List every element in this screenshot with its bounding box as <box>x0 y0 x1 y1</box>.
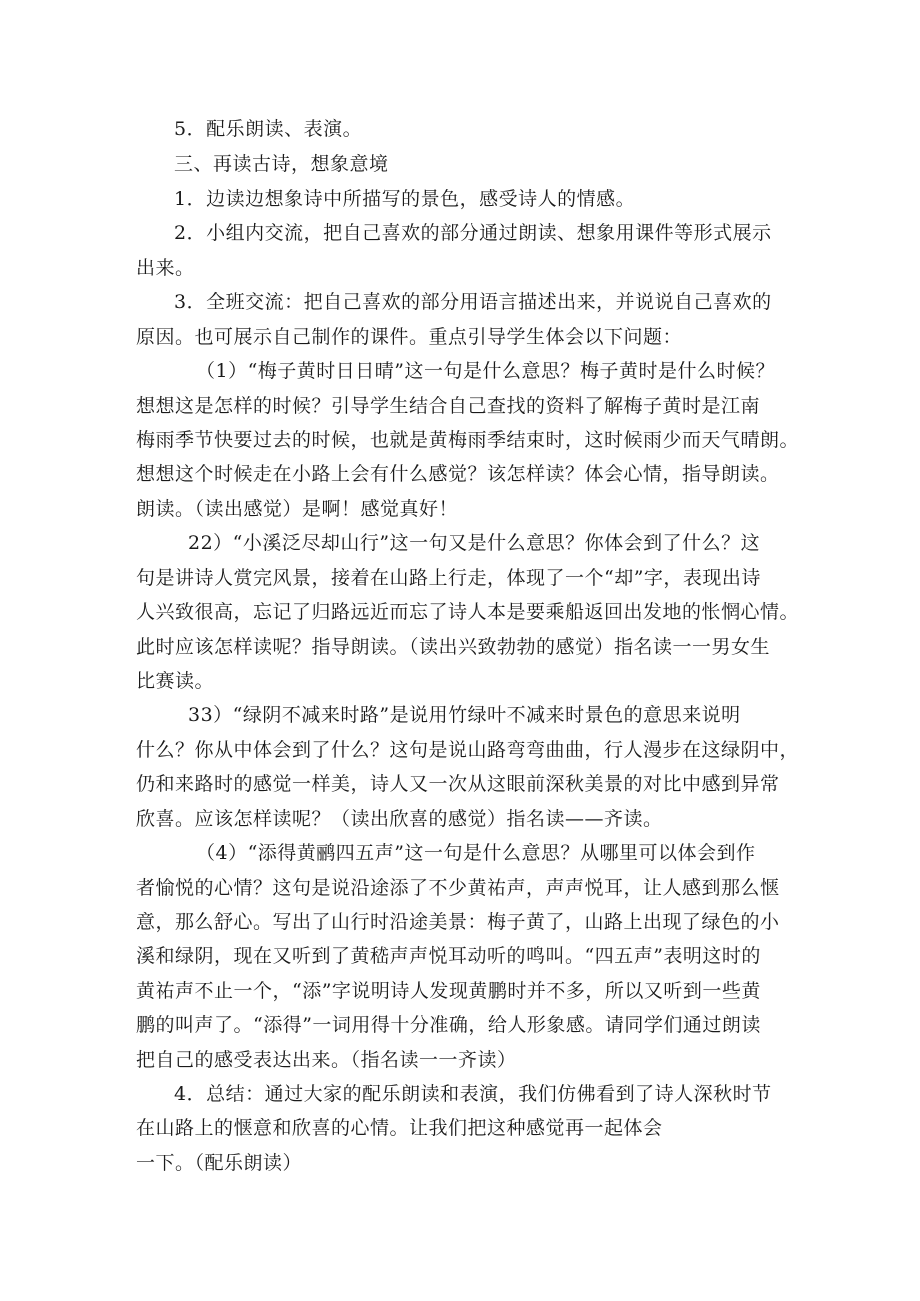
text-line: 想想这是怎样的时候？引导学生结合自己查找的资料了解梅子黄时是江南 <box>136 395 761 417</box>
text-line: 原因。也可展示自己制作的课件。重点引导学生体会以下问题： <box>136 326 683 348</box>
text-line: 22）“小溪泛尽却山行”这一句又是什么意思？你体会到了什么？这 <box>188 532 761 554</box>
text-line: 33）“绿阴不减来时路”是说用竹绿叶不减来时景色的意思来说明 <box>188 704 741 726</box>
text-line: 此时应该怎样读呢？指导朗读。（读出兴致勃勃的感觉）指名读一一男女生 <box>136 636 771 658</box>
text-line: 梅雨季节快要过去的时候，也就是黄梅雨季结束时，这时候雨少而天气晴朗。 <box>136 429 800 451</box>
text-line: 黄祐声不止一个，“添”字说明诗人发现黄鹏时并不多，所以又听到一些黄 <box>136 980 761 1002</box>
text-line: 想想这个时候走在小路上会有什么感觉？该怎样读？体会心情，指导朗读。 <box>136 463 780 485</box>
text-line: 仍和来路时的感觉一样美，诗人又一次从这眼前深秋美景的对比中感到异常 <box>136 773 780 795</box>
text-line: 比赛读。 <box>136 670 215 692</box>
text-line: 3．全班交流：把自己喜欢的部分用语言描述出来，并说说自己喜欢的 <box>174 291 772 313</box>
text-line: 1．边读边想象诗中所描写的景色，感受诗人的情感。 <box>174 188 636 210</box>
text-line: 者愉悦的心情？这句是说沿途添了不少黄祐声，声声悦耳，让人感到那么惬 <box>136 877 780 899</box>
text-line: 鹏的叫声了。“添得”一词用得十分准确，给人形象感。请同学们通过朗读 <box>136 1014 761 1036</box>
text-line: 意，那么舒心。写出了山行时沿途美景：梅子黄了，山路上出现了绿色的小 <box>136 911 780 933</box>
text-line: 人兴致很高，忘记了归路远近而忘了诗人本是要乘船返回出发地的怅惘心情。 <box>136 601 800 623</box>
text-line: 把自己的感受表达出来。（指名读一一齐读） <box>136 1049 517 1071</box>
text-line: 句是讲诗人赏完风景，接着在山路上行走，体现了一个“却”字，表现出诗 <box>136 567 761 589</box>
text-line: （4）“添得黄鹂四五声”这一句是什么意思？从哪里可以体会到作 <box>196 842 756 864</box>
section-heading: 三、再读古诗，想象意境 <box>174 153 389 175</box>
text-line: 5．配乐朗读、表演。 <box>174 118 363 140</box>
text-line: 4．总结：通过大家的配乐朗读和表演，我们仿佛看到了诗人深秋时节 <box>174 1083 772 1105</box>
text-line: 溪和绿阴，现在又听到了黄嵇声声悦耳动听的鸣叫。“四五声”表明这时的 <box>136 945 761 967</box>
text-line: 朗读。（读出感觉）是啊！感觉真好！ <box>136 498 459 520</box>
text-line: 2．小组内交流，把自己喜欢的部分通过朗读、想象用课件等形式展示 <box>174 222 772 244</box>
text-line: 出来。 <box>136 257 195 279</box>
text-line: 什么？你从中体会到了什么？这句是说山路弯弯曲曲，行人漫步在这绿阴中， <box>136 739 800 761</box>
text-line: （1）“梅子黄时日日晴”这一句是什么意思？梅子黄时是什么时候？ <box>196 360 776 382</box>
text-line: 欣喜。应该怎样读呢？（读出欣喜的感觉）指名读——齐读。 <box>136 808 663 830</box>
text-line: 在山路上的惬意和欣喜的心情。让我们把这种感觉再一起体会 <box>136 1117 663 1139</box>
text-line: 一下。（配乐朗读） <box>136 1152 303 1174</box>
